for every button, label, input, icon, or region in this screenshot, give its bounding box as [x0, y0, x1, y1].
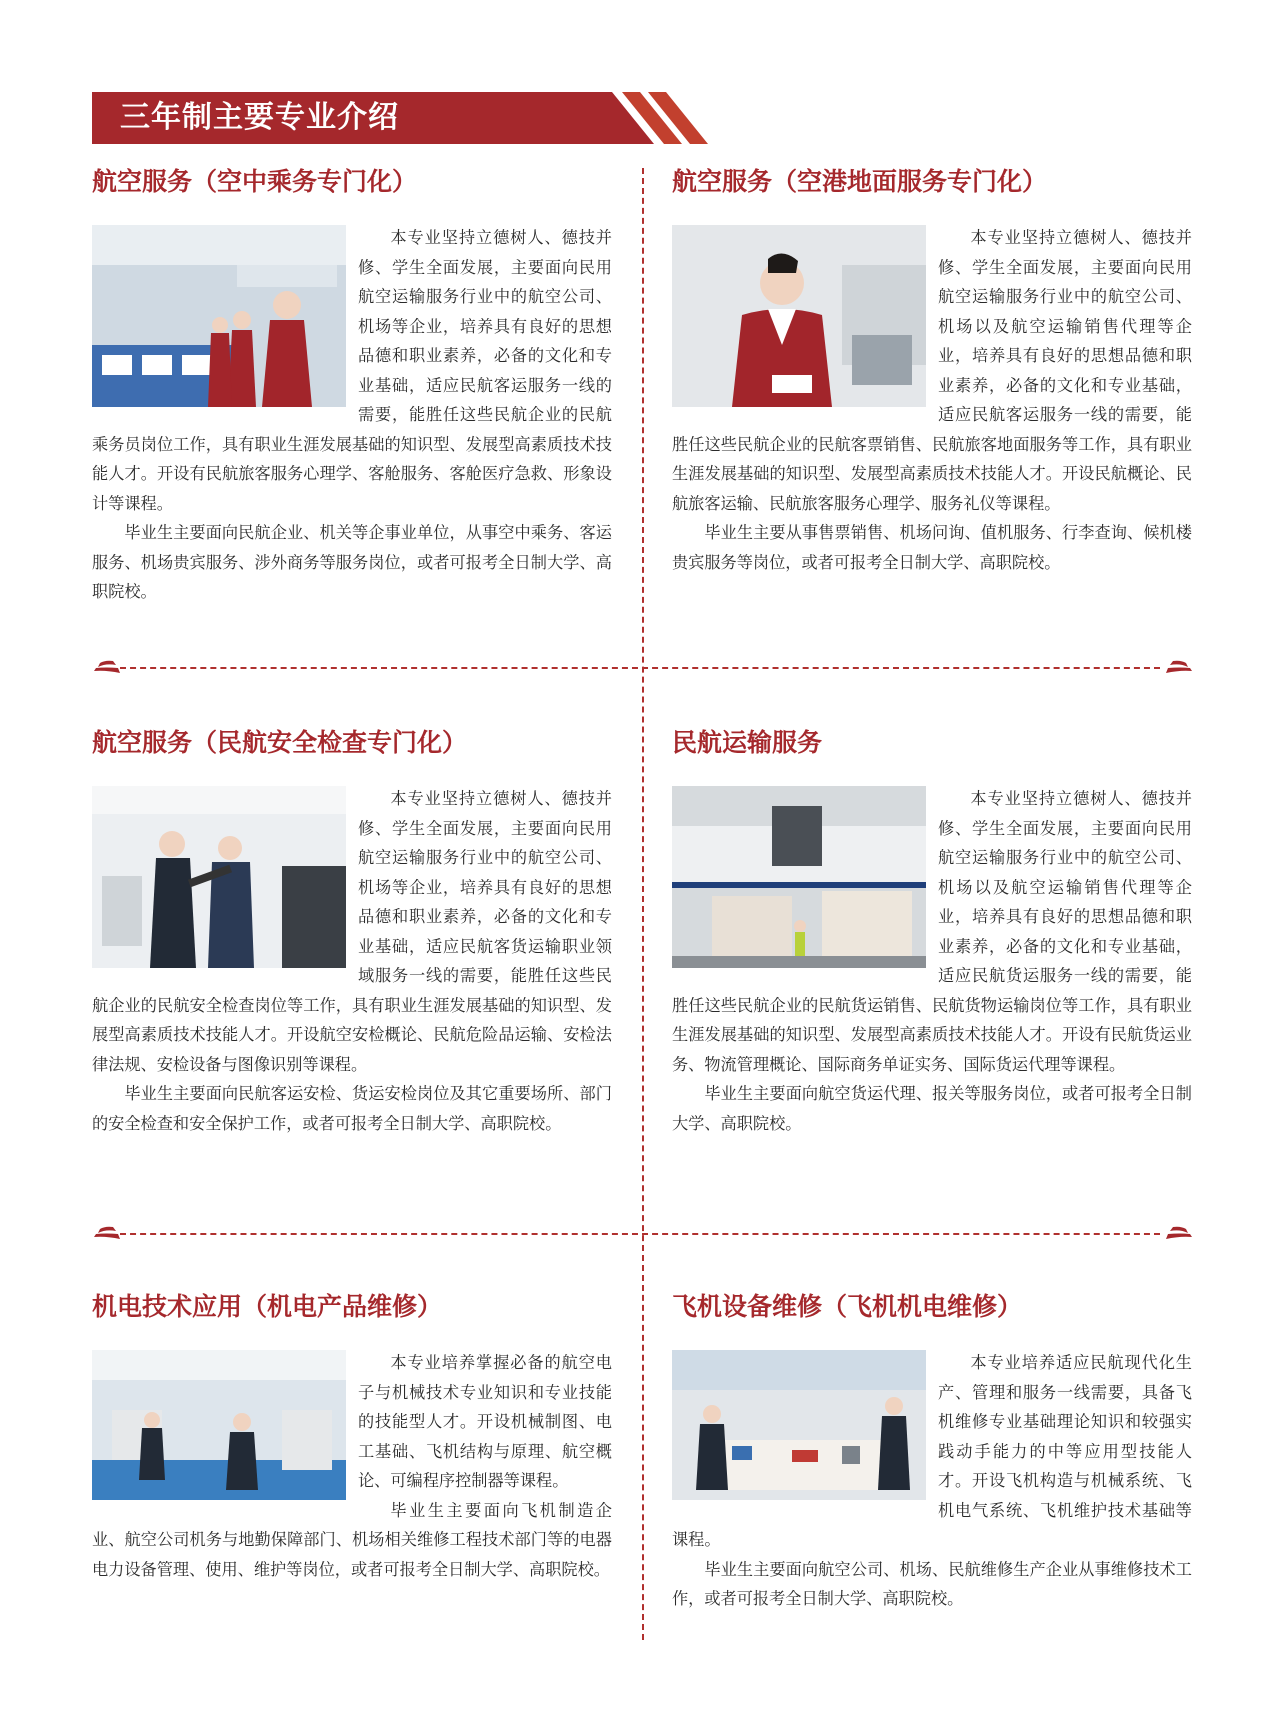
- section-career: 毕业生主要面向航空货运代理、报关等服务岗位，或者可报考全日制大学、高职院校。: [672, 1084, 1192, 1133]
- section-description: 本专业坚持立德树人、德技并修、学生全面发展，主要面向民用航空运输服务行业中的航空公司、机场等企业，培养具有良好的思想品德和职业素养，必备的文化和专业基础，适应民航客货运输职业领域服务一线的需要，能胜任这些民航企业的民航安全检查岗位等工作，具有职业生涯发展基础的知识型、发展型高素质技术技能人才。开设航空安检概论、民航危险品运输、安检法律法规、安检设备与图像识别等课程。: [92, 789, 612, 1074]
- ground-service-agent-photo: [672, 225, 926, 407]
- wing-ornament-icon: [1164, 1224, 1194, 1240]
- horizontal-divider-2: [120, 1233, 1160, 1235]
- vertical-divider: [642, 168, 644, 1640]
- program-section-security-check: [92, 726, 612, 1138]
- section-description: 本专业培养适应民航现代化生产、管理和服务一线需要，具备飞机维修专业基础理论知识和较强实践动手能力的中等应用型技能人才。开设飞机构造与机械系统、飞机电气系统、飞机维护技术基础等课程。: [672, 1353, 1192, 1549]
- electromechanical-lab-photo: [92, 1350, 346, 1500]
- page-title: 三年制主要专业介绍: [120, 100, 399, 135]
- section-title: 飞机设备维修（飞机机电维修）: [672, 1292, 1023, 1321]
- section-title: 航空服务（空港地面服务专门化）: [672, 167, 1048, 196]
- horizontal-divider-1: [120, 667, 1160, 669]
- section-header-banner: [92, 92, 712, 144]
- section-career: 毕业生主要面向飞机制造企业、航空公司机务与地勤保障部门、机场相关维修工程技术部门等的电器电力设备管理、使用、维护等岗位，或者可报考全日制大学、高职院校。: [92, 1500, 612, 1579]
- section-description: 本专业培养掌握必备的航空电子与机械技术专业知识和专业技能的技能型人才。开设机械制图、电工基础、飞机结构与原理、航空概论、可编程序控制器等课程。: [358, 1353, 612, 1490]
- section-career: 毕业生主要从事售票销售、机场问询、值机服务、行李查询、候机楼贵宾服务等岗位，或者可报考全日制大学、高职院校。: [672, 523, 1192, 572]
- section-title: 民航运输服务: [672, 728, 823, 757]
- cargo-loading-photo: [672, 786, 926, 968]
- section-career: 毕业生主要面向航空公司、机场、民航维修生产企业从事维修技术工作，或者可报考全日制大学、高职院校。: [672, 1559, 1192, 1608]
- section-career: 毕业生主要面向民航客运安检、货运安检岗位及其它重要场所、部门的安全检查和安全保护工作，或者可报考全日制大学、高职院校。: [92, 1084, 612, 1133]
- section-title: 航空服务（民航安全检查专门化）: [92, 728, 468, 757]
- program-section-electromechanical: [92, 1290, 612, 1584]
- program-section-cabin-crew: [92, 165, 612, 607]
- program-section-ground-service: [672, 165, 1192, 577]
- section-description: 本专业坚持立德树人、德技并修、学生全面发展，主要面向民用航空运输服务行业中的航空公司、机场以及航空运输销售代理等企业，培养具有良好的思想品德和职业素养，必备的文化和专业基础，适应民航客运服务一线的需要，能胜任这些民航企业的民航客票销售、民航旅客地面服务等工作，具有职业生涯发展基础的知识型、发展型高素质技术技能人才。开设民航概论、民航旅客运输、民航旅客服务心理学、服务礼仪等课程。: [672, 228, 1192, 513]
- wing-ornament-icon: [92, 1224, 122, 1240]
- program-section-civil-aviation-transport: [672, 726, 1192, 1138]
- section-title: 机电技术应用（机电产品维修）: [92, 1292, 443, 1321]
- wing-ornament-icon: [92, 658, 122, 674]
- program-section-aircraft-maintenance: [672, 1290, 1192, 1614]
- section-title: 航空服务（空中乘务专门化）: [92, 167, 418, 196]
- security-check-photo: [92, 786, 346, 968]
- section-description: 本专业坚持立德树人、德技并修、学生全面发展，主要面向民用航空运输服务行业中的航空公司、机场以及航空运输销售代理等企业，培养具有良好的思想品德和职业素养，必备的文化和专业基础，适应民航货运服务一线的需要，能胜任这些民航企业的民航货运销售、民航货物运输岗位等工作，具有职业生涯发展基础的知识型、发展型高素质技术技能人才。开设有民航货运业务、物流管理概论、国际商务单证实务、国际货运代理等课程。: [672, 789, 1192, 1074]
- section-description: 本专业坚持立德树人、德技并修、学生全面发展，主要面向民用航空运输服务行业中的航空公司、机场等企业，培养具有良好的思想品德和职业素养，必备的文化和专业基础，适应民航客运服务一线的需要，能胜任这些民航企业的民航乘务员岗位工作，具有职业生涯发展基础的知识型、发展型高素质技术技能人才。开设有民航旅客服务心理学、客舱服务、客舱医疗急救、形象设计等课程。: [92, 228, 612, 513]
- aircraft-maintenance-lab-photo: [672, 1350, 926, 1500]
- section-career: 毕业生主要面向民航企业、机关等企事业单位，从事空中乘务、客运服务、机场贵宾服务、涉外商务等服务岗位，或者可报考全日制大学、高职院校。: [92, 523, 612, 601]
- flight-attendants-cabin-photo: [92, 225, 346, 407]
- wing-ornament-icon: [1164, 658, 1194, 674]
